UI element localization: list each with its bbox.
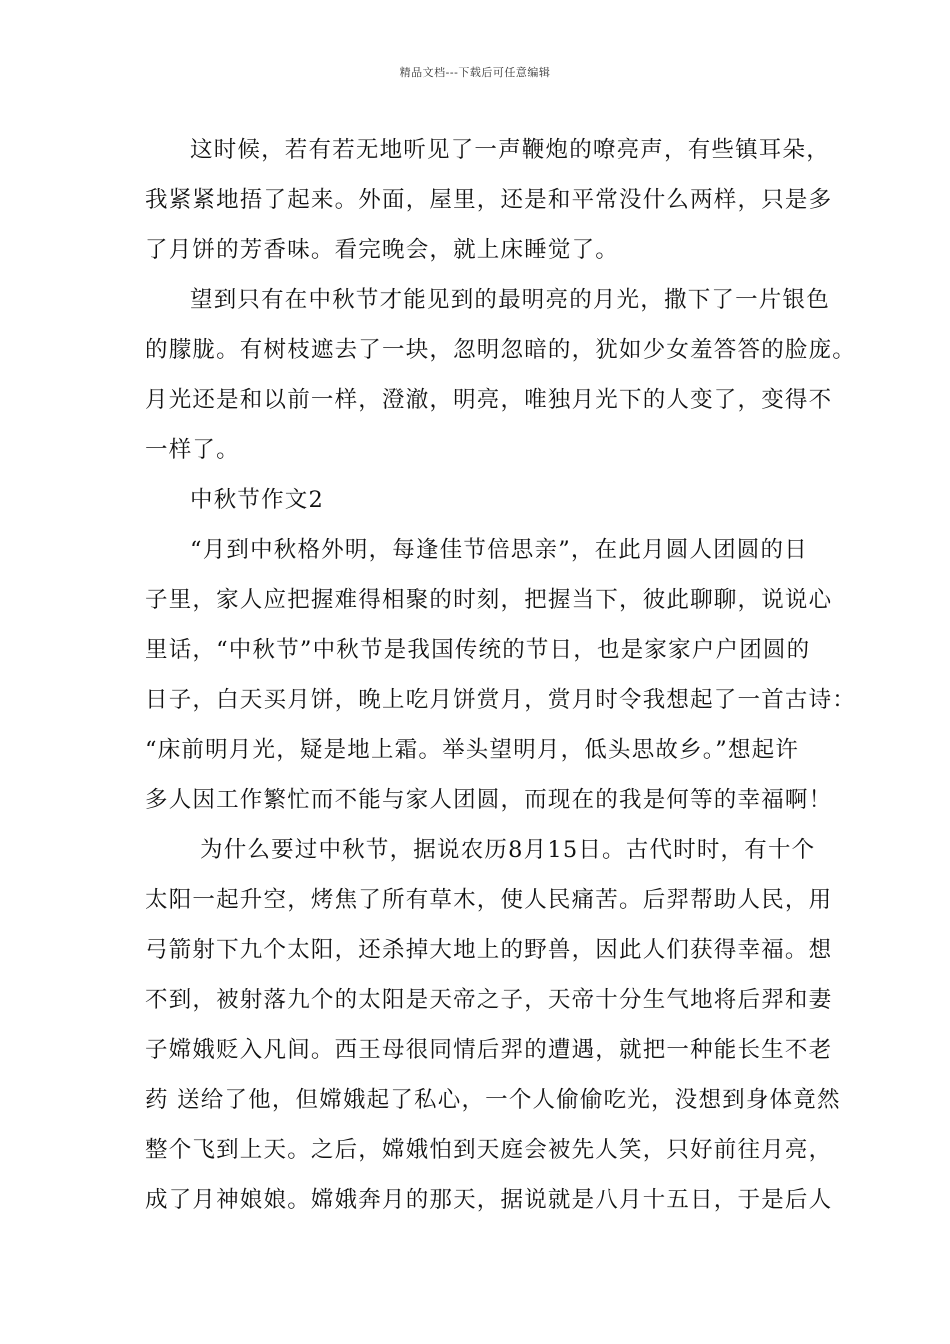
text-line: 日子，白天买月饼，晚上吃月饼赏月，赏月时令我想起了一首古诗： <box>145 687 857 713</box>
text-line: 药 送给了他，但嫦娥起了私心，一个人偷偷吃光，没想到身体竟然 <box>145 1087 841 1113</box>
text-line: 了月饼的芳香味。看完晚会，就上床睡觉了。 <box>145 237 620 263</box>
text-line: 整个飞到上天。之后，嫦娥怕到天庭会被先人笑，只好前往月亮， <box>145 1137 833 1163</box>
text-line: 成了月神娘娘。嫦娥奔月的那天，据说就是八月十五日，于是后人 <box>145 1187 833 1213</box>
page-header-watermark: 精品文档---下载后可任意编辑 <box>399 66 551 79</box>
text-line: 为什么要过中秋节，据说农历8月15日。古代时时，有十个 <box>200 837 816 863</box>
text-line: 不到，被射落九个的太阳是天帝之子，天帝十分生气地将后羿和妻 <box>145 987 833 1013</box>
text-line: 里话，“中秋节”中秋节是我国传统的节日，也是家家户户团圆的 <box>145 637 811 663</box>
text-line: 的朦胧。有树枝遮去了一块，忽明忽暗的，犹如少女羞答答的脸庞。 <box>145 337 857 363</box>
text-line: 这时候，若有若无地听见了一声鞭炮的嘹亮声，有些镇耳朵， <box>190 137 830 163</box>
text-line: 一样了。 <box>145 437 240 463</box>
text-line: 弓箭射下九个太阳，还杀掉大地上的野兽，因此人们获得幸福。想 <box>145 937 833 963</box>
text-line: 子里，家人应把握难得相聚的时刻，把握当下，彼此聊聊，说说心 <box>145 587 833 613</box>
text-line: 我紧紧地捂了起来。外面，屋里，还是和平常没什么两样，只是多 <box>145 187 833 213</box>
text-line: 子嫦娥贬入凡间。西王母很同情后羿的遭遇，就把一种能长生不老 <box>145 1037 833 1063</box>
text-line: 多人因工作繁忙而不能与家人团圆，而现在的我是何等的幸福啊！ <box>145 787 833 813</box>
text-line: 太阳一起升空，烤焦了所有草木，使人民痛苦。后羿帮助人民，用 <box>145 887 833 913</box>
text-line: “月到中秋格外明，每逢佳节倍思亲”，在此月圆人团圆的日 <box>190 537 808 563</box>
text-line: “床前明月光，疑是地上霜。举头望明月，低头思故乡。”想起许 <box>145 737 800 763</box>
text-line: 月光还是和以前一样，澄澈，明亮，唯独月光下的人变了，变得不 <box>145 387 833 413</box>
text-line: 望到只有在中秋节才能见到的最明亮的月光，撒下了一片银色 <box>190 287 830 313</box>
section-heading: 中秋节作文2 <box>190 487 325 513</box>
